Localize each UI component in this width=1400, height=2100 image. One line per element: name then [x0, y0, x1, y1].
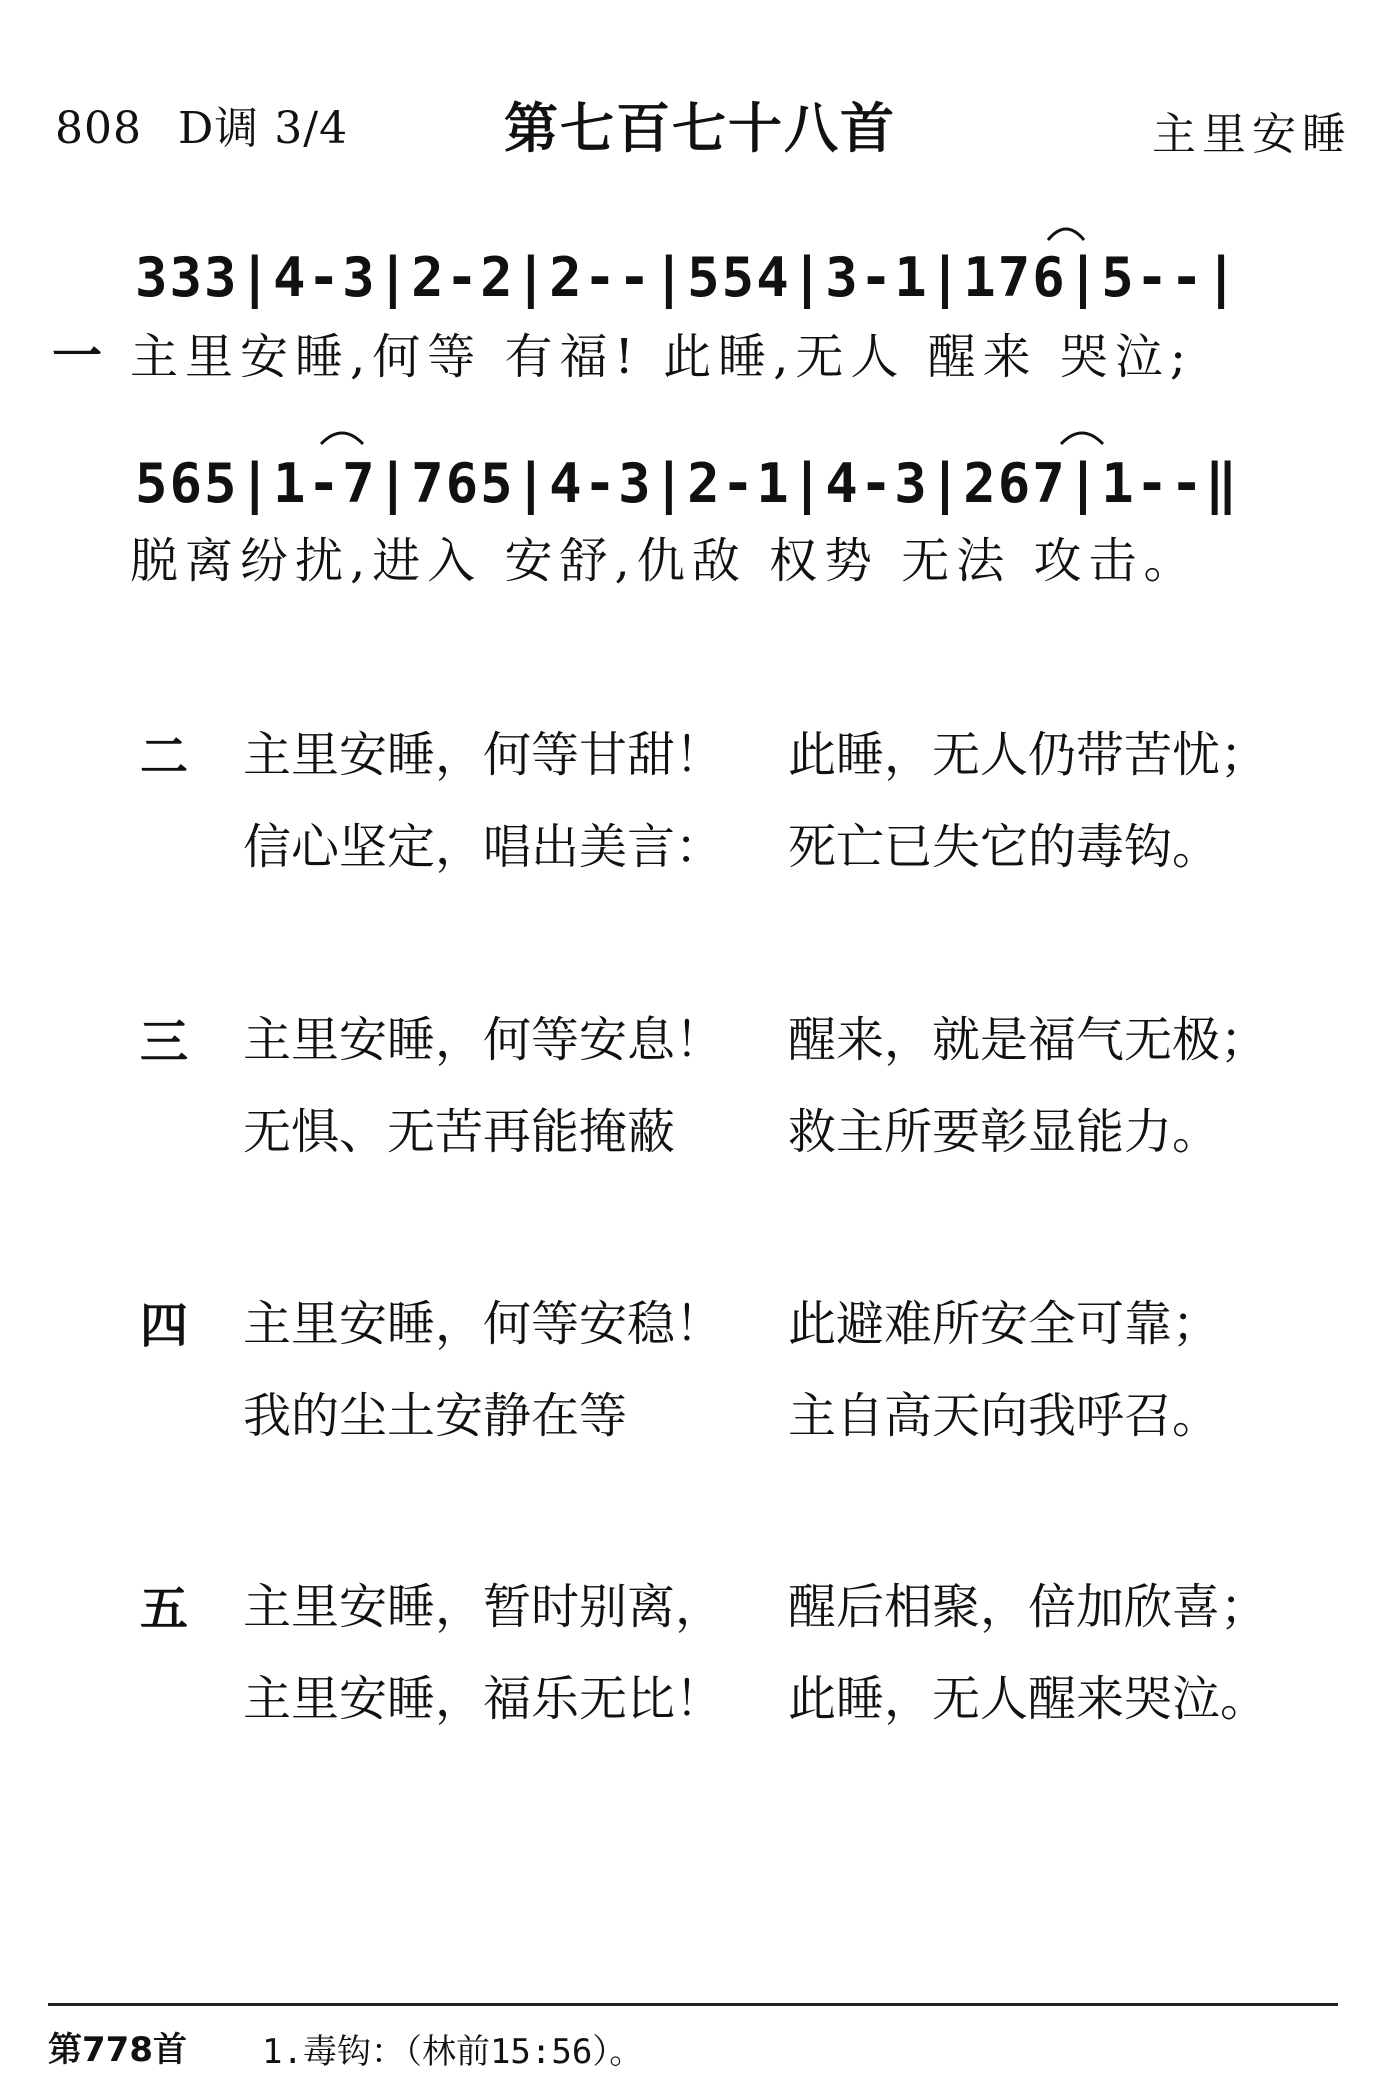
- verse-number-2: 二: [140, 729, 189, 785]
- tie-mark: [318, 426, 366, 446]
- verse-line: 醒后相聚，倍加欣喜；: [788, 1579, 1269, 1635]
- tie-mark: [1045, 222, 1087, 242]
- verse-number-4: 四: [140, 1298, 189, 1354]
- verse-line: 醒来，就是福气无极；: [788, 1012, 1269, 1068]
- verse-number-3: 三: [140, 1014, 189, 1070]
- score-line-1-notes: 333|4-3|2-2|2--|554|3-1|176|5--|: [135, 246, 1240, 309]
- verse-line: 信心坚定，唱出美言：: [243, 819, 724, 875]
- footnote: 1.毒钩：（林前15:56）。: [262, 2032, 644, 2072]
- verse-line: 死亡已失它的毒钩。: [788, 819, 1221, 875]
- verse-line: 主里安睡，何等甘甜！: [243, 727, 724, 783]
- verse-line: 我的尘土安静在等: [243, 1388, 628, 1444]
- score-line-1-lyrics: 主里安睡,何等 有福! 此睡,无人 醒来 哭泣;: [130, 329, 1194, 385]
- score-line-2-notes: 565|1-7|765|4-3|2-1|4-3|267|1--‖: [135, 452, 1240, 515]
- verse-line: 此睡，无人醒来哭泣。: [788, 1671, 1269, 1727]
- hymn-subtitle: 主里安睡: [1152, 109, 1352, 160]
- verse-number-1: 一: [52, 327, 102, 385]
- key-time-signature: D调 3/4: [177, 103, 349, 154]
- score-line-2-lyrics: 脱离纷扰,进入 安舒,仇敌 权势 无法 攻击。: [130, 533, 1199, 589]
- verse-number-5: 五: [140, 1581, 189, 1637]
- footer-divider: [48, 2003, 1338, 2006]
- page-title: 第七百七十八首: [504, 97, 896, 160]
- verse-line: 救主所要彰显能力。: [788, 1104, 1221, 1160]
- verse-line: 主自高天向我呼召。: [788, 1388, 1221, 1444]
- verse-line: 此睡，无人仍带苦忧；: [788, 727, 1269, 783]
- verse-line: 主里安睡，暂时别离，: [243, 1579, 724, 1635]
- footer-hymn-ref: 第778首: [48, 2030, 187, 2070]
- verse-line: 主里安睡，福乐无比！: [243, 1671, 724, 1727]
- verse-line: 无惧、无苦再能掩蔽: [243, 1104, 676, 1160]
- verse-line: 主里安睡，何等安息！: [243, 1012, 724, 1068]
- hymn-page-number: 808: [55, 103, 142, 154]
- tie-mark: [1058, 426, 1106, 446]
- verse-line: 主里安睡，何等安稳！: [243, 1296, 724, 1352]
- verse-line: 此避难所安全可靠；: [788, 1296, 1221, 1352]
